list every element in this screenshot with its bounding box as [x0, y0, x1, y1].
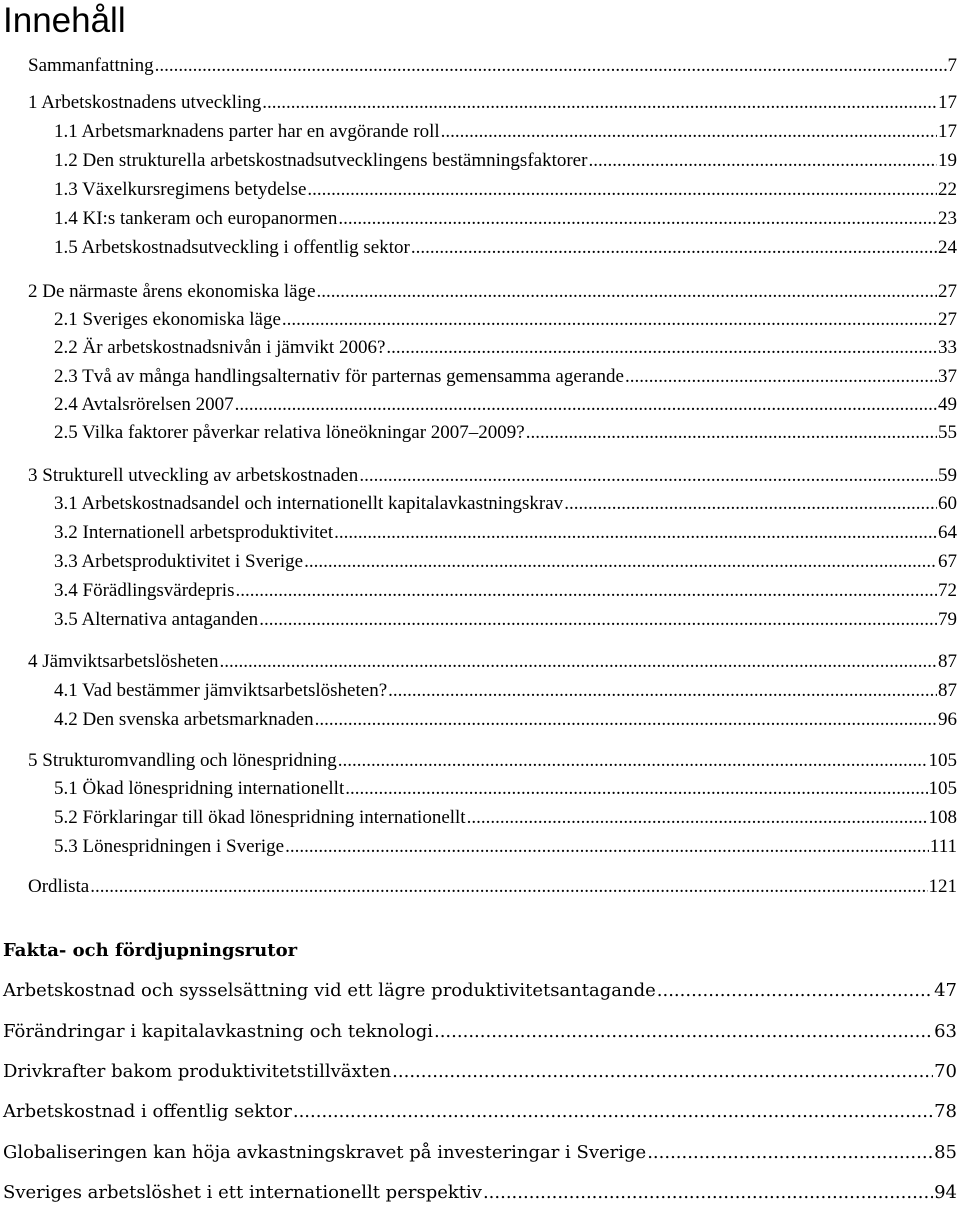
toc-entry-label: 5 Strukturomvandling och lönespridning	[28, 750, 337, 771]
leader-dots	[235, 580, 937, 602]
toc-entry-2-4[interactable]	[54, 394, 957, 420]
toc-entry-page: 111	[929, 836, 957, 857]
toc-entry-page: 60	[938, 493, 957, 514]
box-entry[interactable]	[3, 1021, 957, 1047]
leader-dots	[386, 337, 937, 359]
leader-dots	[392, 1061, 933, 1082]
toc-entry-label: 3 Strukturell utveckling av arbetskostnaden	[28, 465, 359, 486]
toc-entry-3-5[interactable]	[54, 609, 957, 635]
box-entry-page: 70	[934, 1061, 957, 1082]
boxes-heading: Fakta- och fördjupningsrutor	[3, 940, 298, 961]
toc-entry-3-2[interactable]	[54, 522, 957, 548]
toc-entry-page: 19	[938, 150, 957, 171]
box-entry-label: Drivkrafter bakom produktivitetstillväxten	[3, 1061, 392, 1082]
toc-entry-page: 79	[938, 609, 957, 630]
toc-entry-1-4[interactable]	[54, 208, 957, 234]
toc-entry-page: 33	[938, 337, 957, 358]
toc-entry-page: 22	[938, 179, 957, 200]
toc-entry-page: 121	[928, 876, 957, 897]
toc-entry-label: 3.2 Internationell arbetsproduktivitet	[54, 522, 334, 543]
leader-dots	[388, 680, 937, 702]
leader-dots	[307, 179, 937, 201]
toc-entry-label: 4.2 Den svenska arbetsmarknaden	[54, 709, 314, 730]
toc-entry-label: 3.5 Alternativa antaganden	[54, 609, 259, 630]
leader-dots	[317, 281, 937, 303]
toc-entry-page: 96	[938, 709, 957, 730]
toc-entry-5-3[interactable]	[54, 836, 957, 862]
toc-entry-3-1[interactable]	[54, 493, 957, 519]
leader-dots	[564, 493, 937, 515]
toc-entry-page: 64	[938, 522, 957, 543]
box-entry[interactable]	[3, 1101, 957, 1127]
page-title: Innehåll	[3, 1, 126, 40]
leader-dots	[293, 1101, 933, 1122]
toc-entry-page: 27	[938, 281, 957, 302]
toc-entry-1-1[interactable]	[54, 121, 957, 147]
leader-dots	[235, 394, 937, 416]
toc-entry-page: 23	[938, 208, 957, 229]
box-entry-page: 94	[934, 1182, 957, 1203]
toc-entry-label: 2.2 Är arbetskostnadsnivån i jämvikt 2006?	[54, 337, 386, 358]
toc-entry-label: 4.1 Vad bestämmer jämviktsarbetslösheten?	[54, 680, 388, 701]
toc-entry-label: 5.2 Förklaringar till ökad lönespridning internationellt	[54, 807, 466, 828]
leader-dots	[588, 150, 937, 172]
box-entry-label: Globaliseringen kan höja avkastningskravet på investeringar i Sverige	[3, 1142, 647, 1163]
toc-entry-4-1[interactable]	[54, 680, 957, 706]
toc-entry-ordlista[interactable]	[28, 876, 957, 902]
toc-entry-1-5[interactable]	[54, 237, 957, 263]
leader-dots	[441, 121, 937, 143]
box-entry-page: 78	[934, 1101, 957, 1122]
leader-dots	[315, 709, 937, 731]
box-entry-label: Arbetskostnad och sysselsättning vid ett lägre produktivitetsantagande	[3, 980, 656, 1001]
toc-entry-3-3[interactable]	[54, 551, 957, 577]
box-entry-label: Arbetskostnad i offentlig sektor	[3, 1101, 292, 1122]
toc-entry-2-2[interactable]	[54, 337, 957, 363]
box-entry-page: 85	[934, 1142, 957, 1163]
toc-entry-label: 1.2 Den strukturella arbetskostnadsutvecklingens bestämningsfaktorer	[54, 150, 588, 171]
leader-dots	[467, 807, 928, 829]
leader-dots	[647, 1142, 933, 1163]
toc-entry-label: 1.5 Arbetskostnadsutveckling i offentlig sektor	[54, 237, 410, 258]
toc-entry-label: 1.1 Arbetsmarknadens parter har en avgörande roll	[54, 121, 440, 142]
toc-entry-chapter-5[interactable]	[28, 750, 957, 776]
toc-entry-page: 24	[938, 237, 957, 258]
leader-dots	[304, 551, 937, 573]
leader-dots	[434, 1021, 933, 1042]
toc-entry-2-1[interactable]	[54, 309, 957, 335]
toc-entry-label: 3.4 Förädlingsvärdepris	[54, 580, 235, 601]
toc-entry-chapter-2[interactable]	[28, 281, 957, 307]
toc-entry-label: 2 De närmaste årens ekonomiska läge	[28, 281, 316, 302]
leader-dots	[338, 208, 937, 230]
toc-entry-4-2[interactable]	[54, 709, 957, 735]
toc-entry-label: 4 Jämviktsarbetslösheten	[28, 651, 219, 672]
leader-dots	[657, 980, 933, 1001]
toc-entry-label: 2.5 Vilka faktorer påverkar relativa löneökningar 2007–2009?	[54, 422, 525, 443]
toc-entry-3-4[interactable]	[54, 580, 957, 606]
toc-entry-label: 2.1 Sveriges ekonomiska läge	[54, 309, 281, 330]
toc-entry-page: 87	[938, 651, 957, 672]
box-entry[interactable]	[3, 1142, 957, 1168]
toc-entry-label: 5.1 Ökad lönespridning internationellt	[54, 778, 345, 799]
toc-entry-2-3[interactable]	[54, 366, 957, 392]
toc-entry-page: 105	[928, 750, 957, 771]
toc-entry-label: 5.3 Lönespridningen i Sverige	[54, 836, 285, 857]
toc-entry-page: 105	[928, 778, 957, 799]
toc-entry-page: 108	[928, 807, 957, 828]
leader-dots	[220, 651, 938, 673]
leader-dots	[285, 836, 929, 858]
box-entry-label: Sveriges arbetslöshet i ett internationellt perspektiv	[3, 1182, 482, 1203]
toc-entry-chapter-4[interactable]	[28, 651, 957, 677]
toc-entry-page: 55	[938, 422, 957, 443]
box-entry[interactable]	[3, 1182, 957, 1208]
toc-entry-5-2[interactable]	[54, 807, 957, 833]
toc-entry-label: 3.1 Arbetskostnadsandel och internationellt kapitalavkastningskrav	[54, 493, 564, 514]
toc-entry-sammanfattning[interactable]	[28, 55, 957, 81]
leader-dots	[526, 422, 937, 444]
toc-entry-1-2[interactable]	[54, 150, 957, 176]
toc-entry-page: 67	[938, 551, 957, 572]
leader-dots	[334, 522, 937, 544]
leader-dots	[359, 465, 937, 487]
box-entry-page: 63	[934, 1021, 957, 1042]
toc-entry-page: 17	[938, 121, 957, 142]
leader-dots	[625, 366, 937, 388]
leader-dots	[411, 237, 937, 259]
leader-dots	[155, 55, 947, 77]
toc-entry-5-1[interactable]	[54, 778, 957, 804]
toc-entry-chapter-1[interactable]	[28, 92, 957, 118]
leader-dots	[483, 1182, 933, 1203]
toc-entry-page: 49	[938, 394, 957, 415]
toc-entry-2-5[interactable]	[54, 422, 957, 448]
box-entry-page: 47	[934, 980, 957, 1001]
toc-entry-label: Sammanfattning	[28, 55, 154, 76]
toc-entry-chapter-3[interactable]	[28, 465, 957, 491]
toc-entry-page: 72	[938, 580, 957, 601]
box-entry-label: Förändringar i kapitalavkastning och teknologi	[3, 1021, 433, 1042]
toc-entry-page: 17	[938, 92, 957, 113]
toc-entry-label: 1.4 KI:s tankeram och europanormen	[54, 208, 338, 229]
leader-dots	[262, 92, 937, 114]
leader-dots	[345, 778, 927, 800]
toc-entry-label: 1.3 Växelkursregimens betydelse	[54, 179, 307, 200]
toc-entry-page: 37	[938, 366, 957, 387]
leader-dots	[338, 750, 928, 772]
leader-dots	[282, 309, 937, 331]
toc-entry-label: 2.3 Två av många handlingsalternativ för parternas gemensamma agerande	[54, 366, 624, 387]
toc-entry-page: 27	[938, 309, 957, 330]
toc-entry-label: 2.4 Avtalsrörelsen 2007	[54, 394, 234, 415]
toc-entry-1-3[interactable]	[54, 179, 957, 205]
toc-entry-page: 87	[938, 680, 957, 701]
toc-entry-label: 3.3 Arbetsproduktivitet i Sverige	[54, 551, 304, 572]
box-entry[interactable]	[3, 1061, 957, 1087]
toc-entry-label: Ordlista	[28, 876, 90, 897]
leader-dots	[90, 876, 927, 898]
toc-entry-page: 59	[938, 465, 957, 486]
toc-entry-page: 7	[947, 55, 957, 76]
leader-dots	[259, 609, 937, 631]
box-entry[interactable]	[3, 980, 957, 1006]
toc-entry-label: 1 Arbetskostnadens utveckling	[28, 92, 262, 113]
